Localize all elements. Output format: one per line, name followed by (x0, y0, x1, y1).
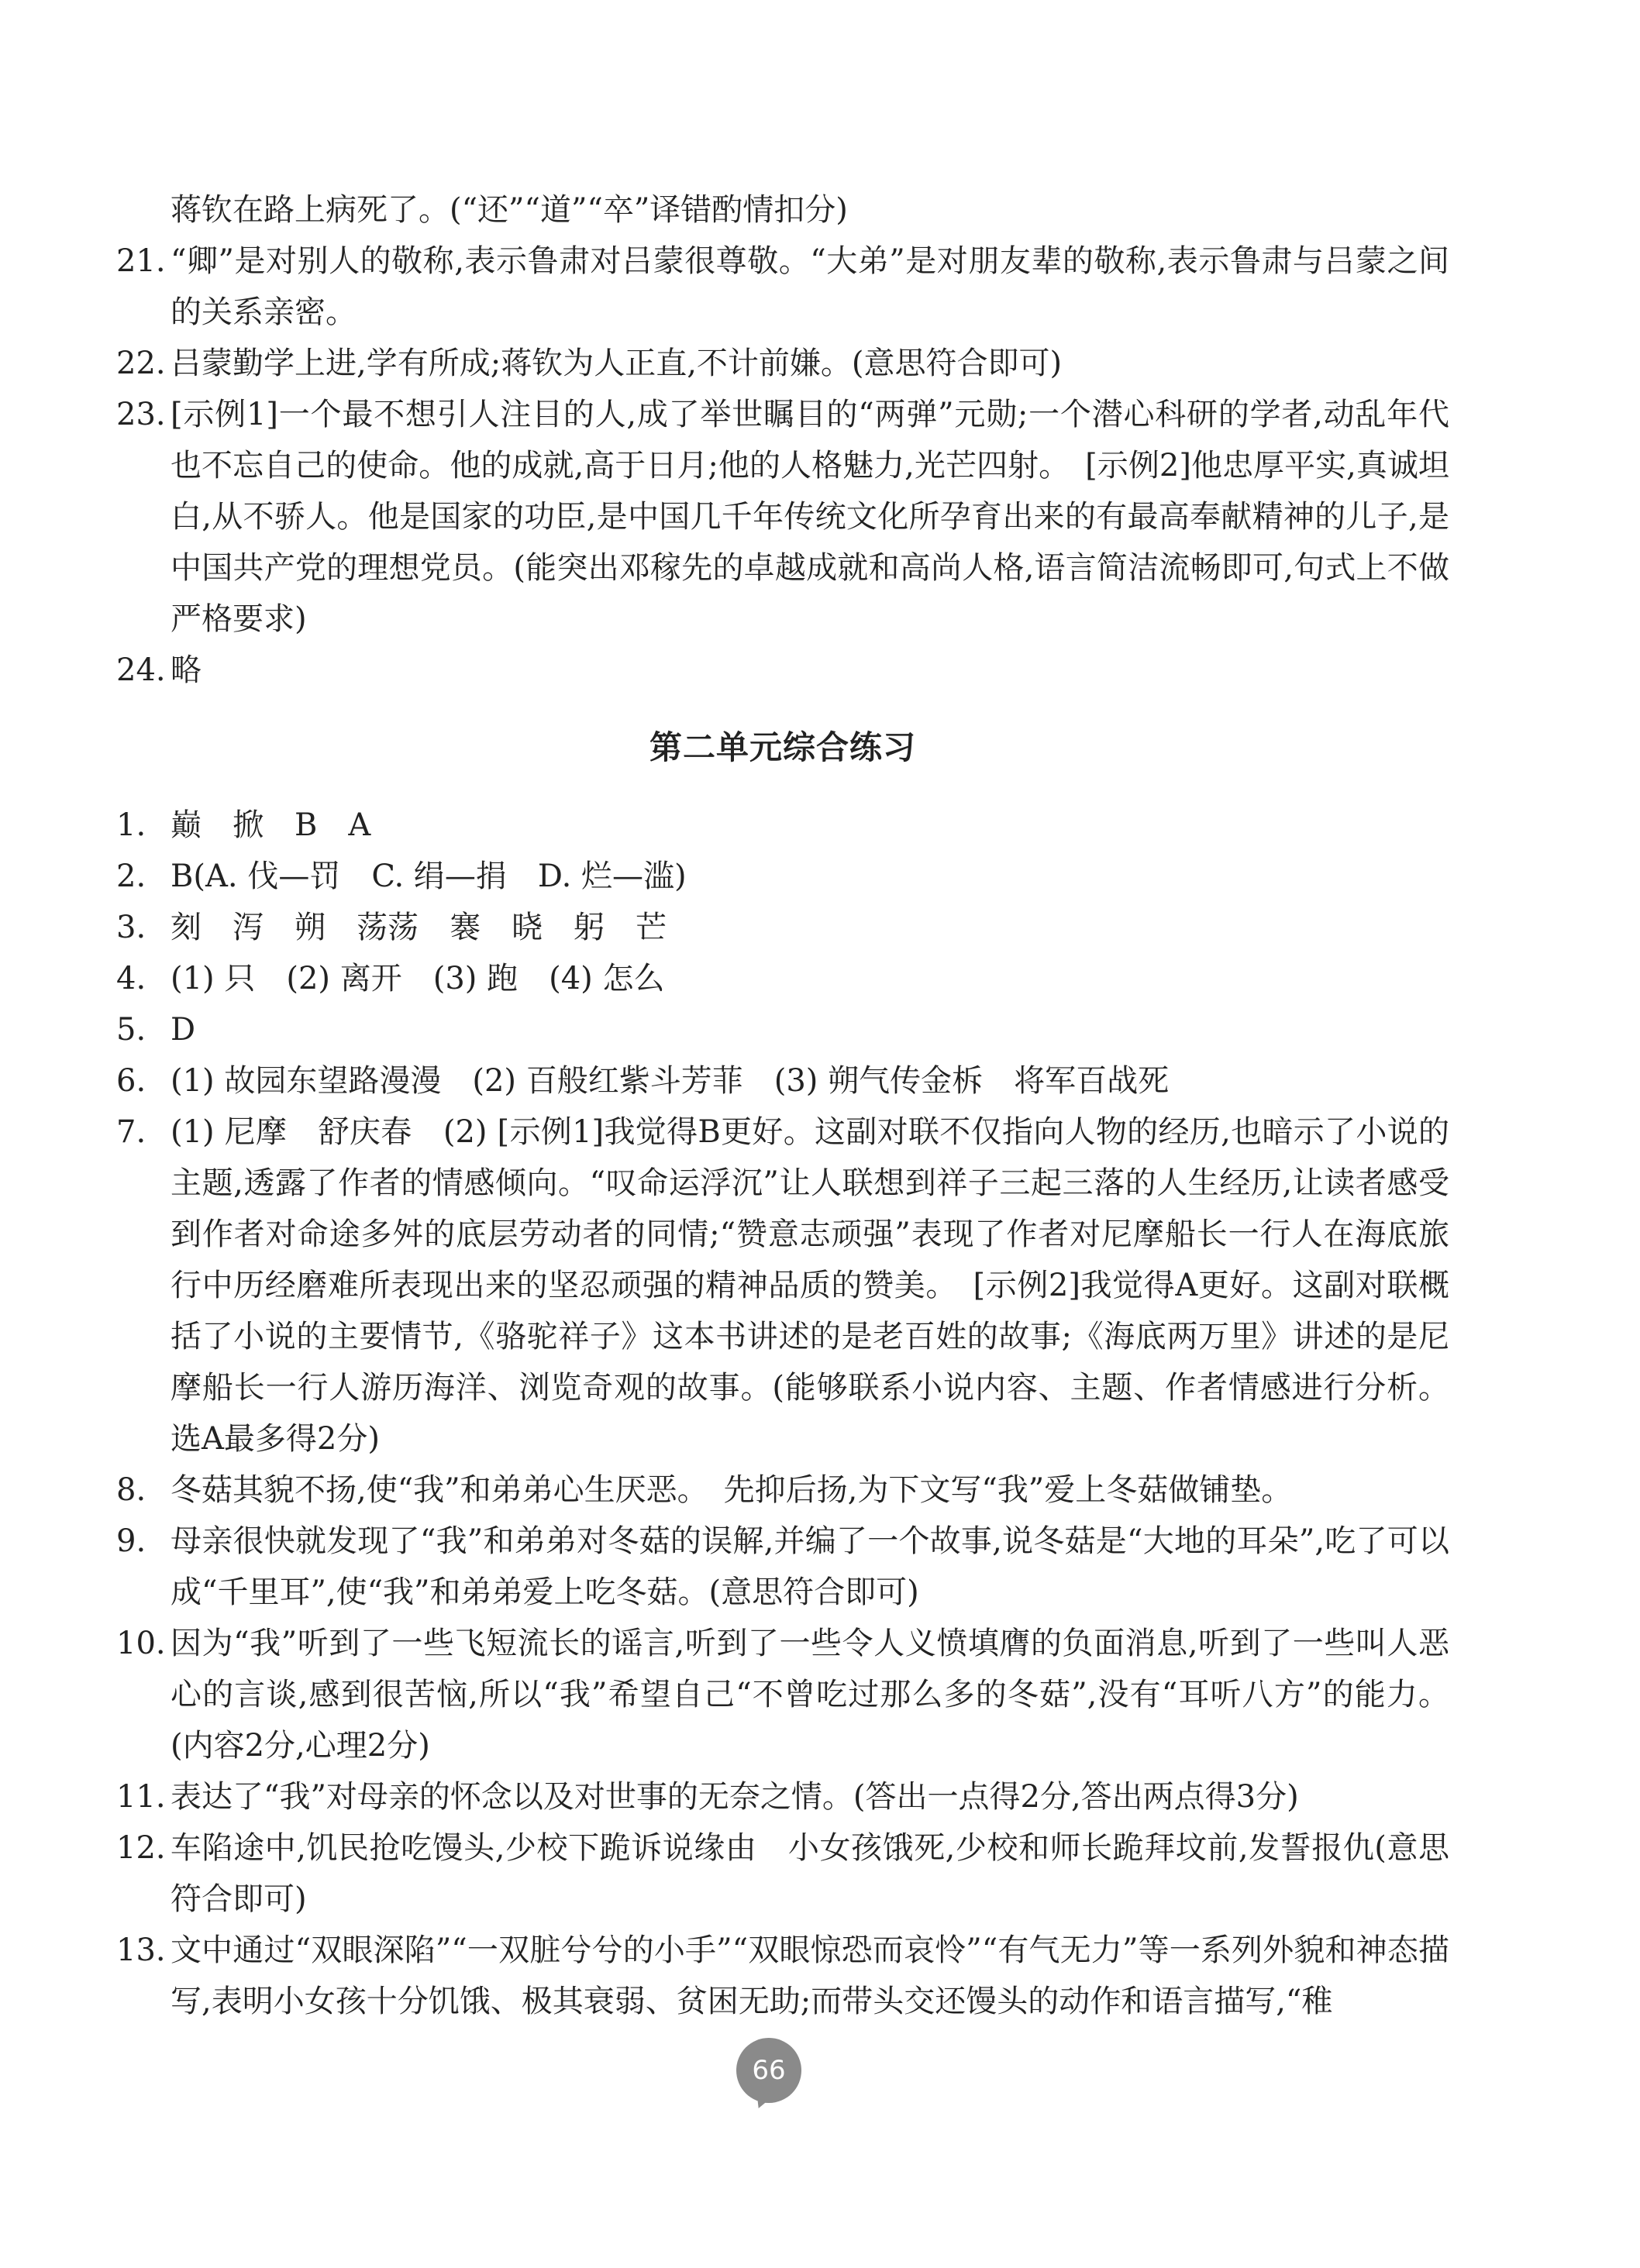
answer-item-10 (116, 1618, 1449, 1771)
answer-item-4 (116, 953, 1449, 1004)
answer-number: 9. (116, 1523, 146, 1559)
answer-item-3 (116, 902, 1449, 953)
answer-item-2 (116, 851, 1449, 902)
answer-number: 10. (116, 1626, 166, 1661)
answer-text: 刻 泻 朔 荡荡 褰 晓 躬 芒 (171, 910, 667, 945)
answer-item-7 (116, 1106, 1449, 1464)
answer-item-5 (116, 1004, 1449, 1055)
answer-item-13 (116, 1925, 1449, 2027)
answer-number: 22. (116, 346, 166, 381)
answers-top (116, 236, 1449, 696)
answer-text: D (171, 1012, 196, 1048)
answer-item-24 (116, 645, 1449, 696)
answer-item-12 (116, 1822, 1449, 1925)
answers-bottom (116, 800, 1449, 2027)
answer-number: 4. (116, 961, 146, 996)
answer-text: (1) 尼摩 舒庆春 (2) [示例1]我觉得B更好。这副对联不仅指向人物的经历,也暗示了小说的主题,透露了作者的情感倾向。“叹命运浮沉”让人联想到祥子三起三落的人生经历,让读者感受到作者对命途多舛的底层劳动者的同情;“赞意志顽强”表现了作者对尼摩船长一行人在海底旅行中历经磨难所表现出来的坚忍顽强的精神品质的赞美。 [示例2]我觉得A更好。这副对联概括了小说的主要情节,《骆驼祥子》这本书讲述的是老百姓的故事;《海底两万里》讲述的是尼摩船长一行人游历海洋、浏览奇观的故事。(能够联系小说内容、主题、作者情感进行分析。选A最多得2分) (171, 1114, 1449, 1457)
answer-item-8 (116, 1464, 1449, 1516)
answer-number: 5. (116, 1012, 146, 1048)
answer-text: 巅 掀 B A (171, 807, 371, 843)
answer-item-6 (116, 1055, 1449, 1106)
answer-text: B(A. 伐—罚 C. 绢—捐 D. 烂—滥) (171, 859, 687, 894)
answer-number: 6. (116, 1063, 146, 1099)
answer-item-23 (116, 389, 1449, 645)
answer-item-22 (116, 338, 1449, 389)
answer-content (116, 184, 1449, 2027)
section-title: 第二单元综合练习 (649, 728, 916, 766)
answer-number: 13. (116, 1932, 166, 1968)
answer-text: 略 (171, 652, 202, 688)
answer-text: 冬菇其貌不扬,使“我”和弟弟心生厌恶。 先抑后扬,为下文写“我”爱上冬菇做铺垫。 (171, 1472, 1293, 1508)
answer-item-1 (116, 800, 1449, 851)
answer-number: 8. (116, 1472, 146, 1508)
page-number: 66 (752, 2055, 786, 2086)
answer-text: “卿”是对别人的敬称,表示鲁肃对吕蒙很尊敬。“大弟”是对朋友辈的敬称,表示鲁肃与吕蒙之间的关系亲密。 (171, 243, 1449, 330)
answer-number: 7. (116, 1114, 146, 1150)
answer-number: 3. (116, 910, 146, 945)
answer-item-9 (116, 1516, 1449, 1618)
answer-text: (1) 只 (2) 离开 (3) 跑 (4) 怎么 (171, 961, 665, 996)
answer-text: 车陷途中,饥民抢吃馒头,少校下跪诉说缘由 小女孩饿死,少校和师长跪拜坟前,发誓报仇(意思符合即可) (171, 1830, 1449, 1917)
answer-text: (1) 故园东望路漫漫 (2) 百般红紫斗芳菲 (3) 朔气传金柝 将军百战死 (171, 1063, 1170, 1099)
answer-text: 母亲很快就发现了“我”和弟弟对冬菇的误解,并编了一个故事,说冬菇是“大地的耳朵”,吃了可以成“千里耳”,使“我”和弟弟爱上吃冬菇。(意思符合即可) (171, 1523, 1449, 1610)
answer-number: 2. (116, 859, 146, 894)
answer-number: 21. (116, 243, 166, 279)
answer-item-21 (116, 236, 1449, 338)
answer-number: 1. (116, 807, 146, 843)
answer-text: [示例1]一个最不想引人注目的人,成了举世瞩目的“两弹”元勋;一个潜心科研的学者,动乱年代也不忘自己的使命。他的成就,高于日月;他的人格魅力,光芒四射。 [示例2]他忠厚平实,真诚坦白,从不骄人。他是国家的功臣,是中国几千年传统文化所孕育出来的有最高奉献精神的儿子,是中国共产党的理想党员。(能突出邓稼先的卓越成就和高尚人格,语言简洁流畅即可,句式上不做严格要求) (171, 397, 1449, 637)
answer-text: 吕蒙勤学上进,学有所成;蒋钦为人正直,不计前嫌。(意思符合即可) (171, 346, 1063, 381)
continuation-line: 蒋钦在路上病死了。(“还”“道”“卒”译错酌情扣分) (171, 192, 848, 228)
page-number-badge (736, 2038, 814, 2115)
answer-number: 11. (116, 1779, 166, 1815)
answer-number: 24. (116, 652, 166, 688)
answer-text: 因为“我”听到了一些飞短流长的谣言,听到了一些令人义愤填膺的负面消息,听到了一些叫人恶心的言谈,感到很苦恼,所以“我”希望自己“不曾吃过那么多的冬菇”,没有“耳听八方”的能力。(内容2分,心理2分) (171, 1626, 1449, 1764)
answer-text: 表达了“我”对母亲的怀念以及对世事的无奈之情。(答出一点得2分,答出两点得3分) (171, 1779, 1299, 1815)
answer-number: 23. (116, 397, 166, 432)
answer-number: 12. (116, 1830, 166, 1866)
answer-item-11 (116, 1771, 1449, 1822)
answer-text: 文中通过“双眼深陷”“一双脏兮兮的小手”“双眼惊恐而哀怜”“有气无力”等一系列外貌和神态描写,表明小女孩十分饥饿、极其衰弱、贫困无助;而带头交还馒头的动作和语言描写,“稚 (171, 1932, 1449, 2019)
